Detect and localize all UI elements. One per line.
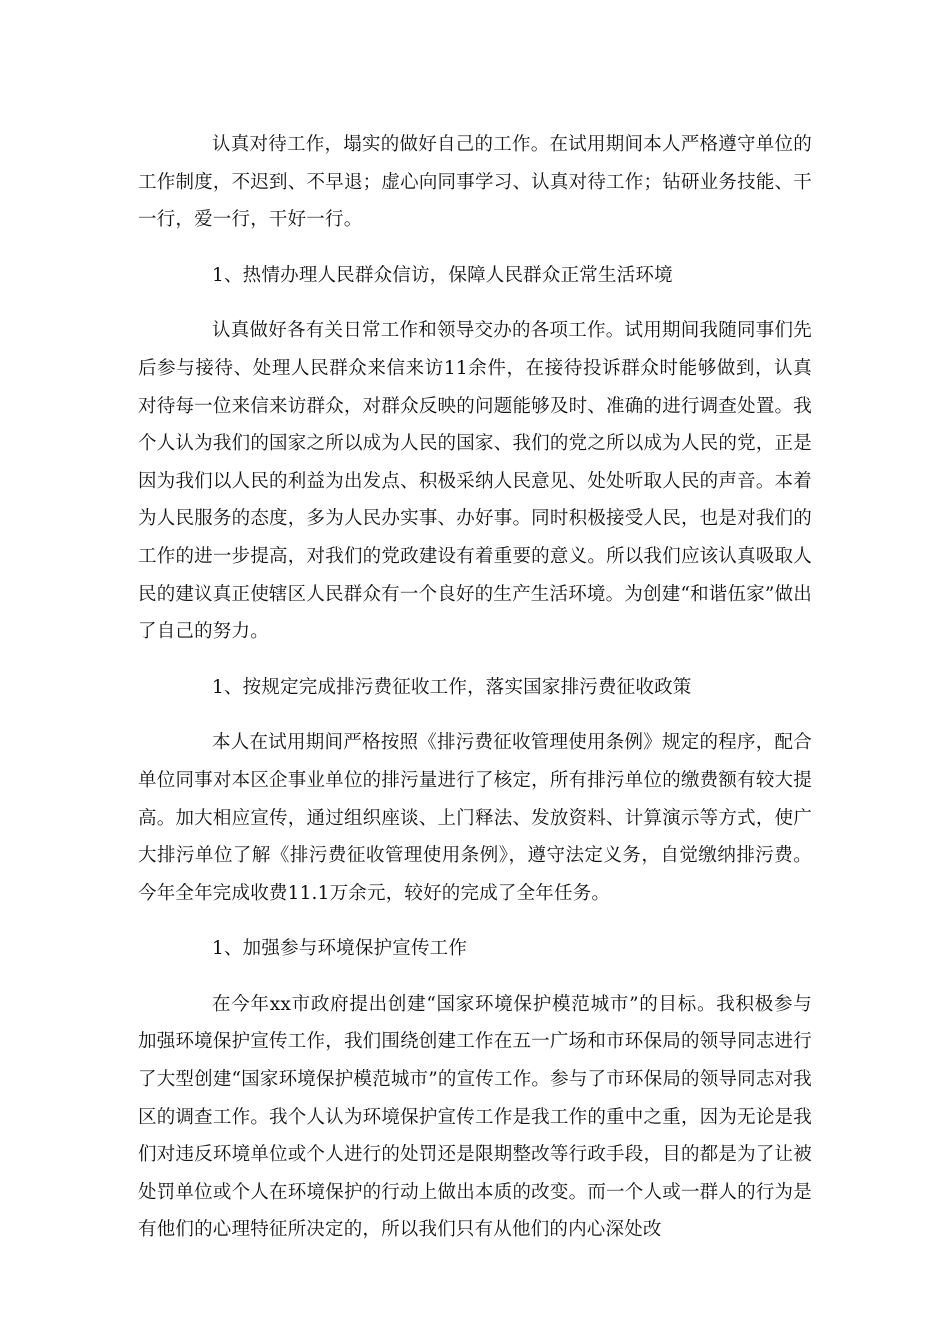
paragraph-gap xyxy=(138,912,812,930)
paragraph-gap xyxy=(138,651,812,669)
heading-environment-publicity: 1、加强参与环境保护宣传工作 xyxy=(212,938,468,960)
paragraph-gap xyxy=(138,239,812,257)
paragraph-environment-publicity: 在今年xx市政府提出创建“国家环境保护模范城市”的目标。我积极参与加强环境保护宣传工作，我们围绕创建工作在五一广场和市环保局的领导同志进行了大型创建“国家环境保护模范城市”的宣传工作。参与了市环保局的领导同志对我区的调查工作。我个人认为环境保护宣传工作是我工作的重中之重，因为无论是我们对违反环境单位或个人进行的处罚还是限期整改等行政手段，目的都是为了让被处罚单位或个人在环境保护的行动上做出本质的改变。而一个人或一群人的行为是有他们的心理特征所决定的，所以我们只有从他们的内心深处改 xyxy=(138,993,812,1241)
paragraph-gap xyxy=(138,706,812,724)
paragraph-pollution-fees: 本人在试用期间严格按照《排污费征收管理使用条例》规定的程序，配合单位同事对本区企事业单位的排污量进行了核定，所有排污单位的缴费额有较大提高。加大相应宣传，通过组织座谈、上门释法、发放资料、计算演示等方式，使广大排污单位了解《排污费征收管理使用条例》，遵守法定义务，自觉缴纳排污费。今年全年完成收费11.1万余元，较好的完成了全年任务。 xyxy=(138,732,812,904)
paragraph-gap xyxy=(138,294,812,312)
paragraph-petitions: 认真做好各有关日常工作和领导交办的各项工作。试用期间我随同事们先后参与接待、处理人民群众来信来访11余件，在接待投诉群众时能够做到，认真对待每一位来信来访群众，对群众反映的问题能够及时、准确的进行调查处置。我个人认为我们的国家之所以成为人民的国家、我们的党之所以成为人民的党，正是因为我们以人民的利益为出发点、积极采纳人民意见、处处听取人民的声音。本着为人民服务的态度，多为人民办实事、办好事。同时积极接受人民，也是对我们的工作的进一步提高，对我们的党政建设有着重要的意义。所以我们应该认真吸取人民的建议真正使辖区人民群众有一个良好的生产生活环境。为创建“和谐伍家”做出了自己的努力。 xyxy=(138,320,812,643)
paragraph-gap xyxy=(138,968,812,986)
heading-petitions: 1、热情办理人民群众信访，保障人民群众正常生活环境 xyxy=(212,264,673,286)
document-page xyxy=(138,126,812,1249)
heading-pollution-fees: 1、按规定完成排污费征收工作，落实国家排污费征收政策 xyxy=(212,676,692,698)
paragraph-work-attitude: 认真对待工作，塌实的做好自己的工作。在试用期间本人严格遵守单位的工作制度，不迟到、不早退；虚心向同事学习、认真对待工作；钻研业务技能、干一行，爱一行，干好一行。 xyxy=(138,134,812,231)
